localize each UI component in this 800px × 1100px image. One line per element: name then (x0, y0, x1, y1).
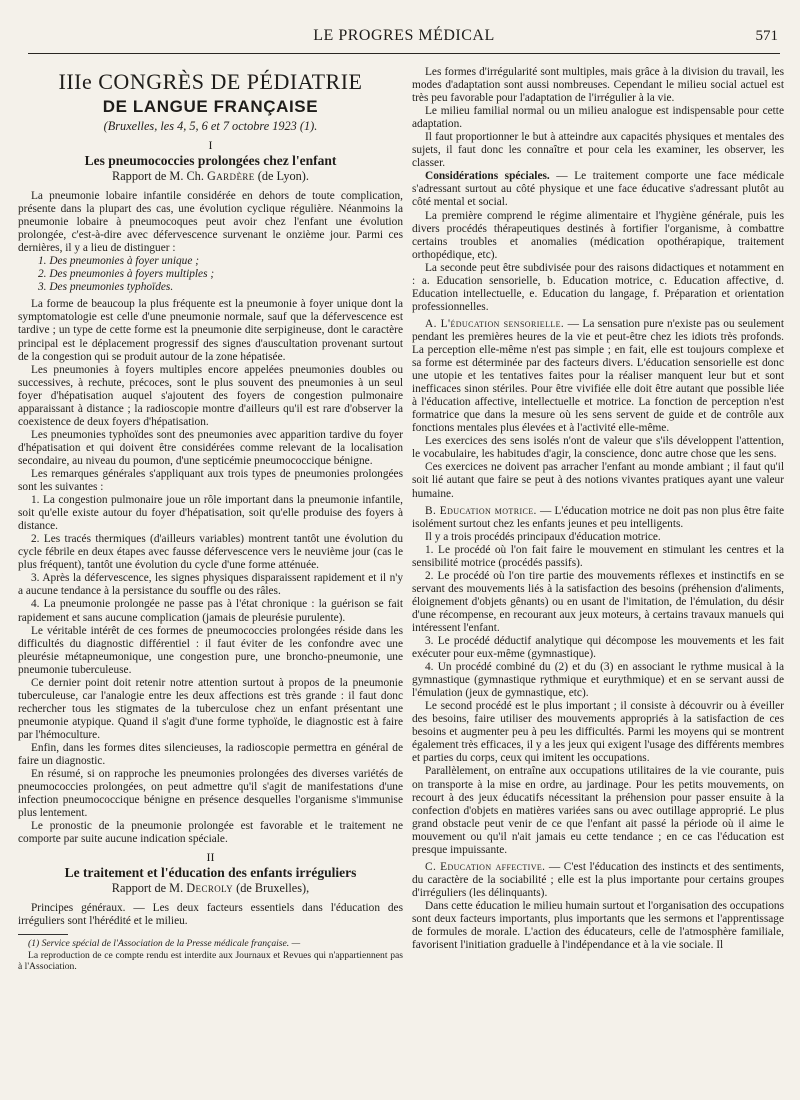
left-column (18, 66, 403, 972)
paragraph-text: — La sensation pure n'existe pas ou seulement pendant les premières heures de la vie et peut-être chez les idiots très profonds. La perception elle-même n'est pas simple ; en fait, elle est toujours complexe et sa forme est déterminée par des facteurs divers. L'éducation sensorielle est donc une utopie et les tentatives faites pour la réaliser manquent leur but et sont inefficaces sinon stériles. Pour être vivifiée elle doit être autant que possible liée à l'éducation affective, intellectuelle et motrice. La fonction de perception n'est formatrice que dans la mesure où les sens servent de guide et de contrôle aux fonctions mentales plus élevées et à l'activité elle-même. (412, 317, 784, 435)
paragraph: Les remarques générales s'appliquant aux trois types de pneumonies prolongées sont les suivantes : (18, 467, 403, 494)
paragraph: Les pneumonies à foyers multiples encore appelées pneumonies doubles ou successives, à rechute, précoces, sont le plus souvent des pneumonies à un seul foyer d'hépatisation auquel s'ajoutent des foyers de congestion pulmonaire apparaissant à distance ; la radioscopie montre d'ailleurs qu'il est rare d'observer la coexistence de deux foyers d'hépatisation. (18, 363, 403, 428)
paragraph: 3. Après la défervescence, les signes physiques disparaissent rapidement et il n'y a aucune tendance à la persistance du souffle ou des râles. (18, 572, 403, 598)
paragraph (412, 505, 784, 531)
paragraph: Ce dernier point doit retenir notre attention surtout à propos de la pneumonie tuberculeuse, car l'analogie entre les deux affections est très grande : il faut donc rechercher tous les stigmates de la tuberculose chez un enfant présentant une pneumonie atypique. Quand il s'agit d'une forme typhoïde, le diagnostic est à faire par l'hémoculture. (18, 676, 403, 741)
list-item: 1. Des pneumonies à foyer unique ; (38, 255, 199, 268)
journal-title: LE PROGRES MÉDICAL (313, 27, 495, 44)
author-name: Decroly (186, 881, 234, 896)
paragraph (412, 170, 784, 209)
subsection-label: B. Education motrice. (425, 504, 537, 517)
paragraph-text: — C'est l'éducation des instincts et des sentiments, du caractère de la sociabilité ; elle est la plus importante pour certains groupes d'irréguliers (les délinquants). (412, 860, 784, 899)
footnote-line: (1) Service spécial de l'Association de la Presse médicale française. — (28, 938, 301, 950)
paragraph: 1. Le procédé où l'on fait faire le mouvement en stimulant les centres et la sensibilité motrice (procédés passifs). (412, 543, 784, 569)
paragraph: La pneumonie lobaire infantile considérée en dehors de toute complication, présente dans la plupart des cas, une évolution cyclique régulière. Néanmoins la pneumonie lobaire à pneumocoques peut avoir chez l'enfant une évolution prolongée, c'est-à-dire avec défervescence survenant le onzième jour. Parmi ces dernières, il y a lieu de distinguer : (18, 190, 403, 255)
footnote-rule (18, 934, 68, 935)
paragraph: Dans cette éducation le milieu humain surtout et l'organisation des occupations sont deux facteurs importants, plus importants que les sermons et l'apprentissage de formules de morale. L'action des éducateurs, celle de l'atmosphère familiale, favorisent l'initiation graduelle à l'indépendance et à la vie sociale. Il (412, 899, 784, 952)
paragraph: Il y a trois procédés principaux d'éducation motrice. (425, 530, 661, 543)
paragraph-text: — Le traitement comporte une face médicale s'adressant surtout au côté physique et une face éducative s'adressant plutôt au côté mental et social. (412, 170, 784, 209)
conference-title: IIIe CONGRÈS DE PÉDIATRIE (58, 69, 363, 94)
report-prefix: Rapport de M. Ch. (112, 169, 207, 183)
page-number: 571 (755, 28, 778, 44)
paragraph: Parallèlement, on entraîne aux occupations utilitaires de la vie courante, puis on transporte à la mise en ordre, au jardinage. Pour les petits mouvements, on recourt à des jeux éducatifs nécessitant la préhension pour passer ensuite à la confection d'objets en matières variées sans ou avec outillage approprié. Le plus grand obstacle peut venir de ce que l'enfant ait passé la période où il aime le mouvement ou qu'il n'ait jamais eu cette tendance ; en ce cas l'éducation est presque impuissante. (412, 765, 784, 856)
report-author (18, 881, 403, 896)
paragraph: 2. Les tracés thermiques (d'ailleurs variables) montrent tantôt une évolution du cycle fébrile en deux étapes avec fausse défervescence vers le neuvième jour (cas le plus fréquent), tantôt une évolution du cycle d'une forme atténuée. (18, 533, 403, 572)
footnote-line: La reproduction de ce compte rendu est interdite aux Journaux et Revues qui n'appartiennent pas à l'Association. (18, 949, 403, 972)
paragraph: Les pneumonies typhoïdes sont des pneumonies avec apparition tardive du foyer d'hépatisation et qui doivent être considérées comme relevant de la localisation secondaire, au niveau du poumon, d'une septicémie pneumococcique bénigne. (18, 428, 403, 467)
paragraph: Le véritable intérêt de ces formes de pneumococcies prolongées réside dans les difficultés du diagnostic différentiel : il faut éviter de les confondre avec une pleurésie métapneumonique, une congestion pure, une broncho-pneumonie, une pneumonie tuberculeuse. (18, 624, 403, 676)
paragraph: Le second procédé est le plus important ; il consiste à découvrir ou à éveiller des besoins, faire utiliser des mouvements appropriés à la satisfaction de ces besoins et augmenter peu à peu les difficultés. Parmi les moyens qui se montrent également très efficaces, il y a les jeux qui exigent l'usage des différents membres et parties du corps, ceux qui imitent les occupations. (412, 700, 784, 765)
paragraph: 3. Le procédé déductif analytique qui décompose les mouvements et les fait exécuter pour eux-même (gymnastique). (412, 635, 784, 661)
paragraph: 1. La congestion pulmonaire joue un rôle important dans la pneumonie infantile, soit qu'elle existe autour du foyer d'hépatisation, soit qu'elle produise des foyers à distance. (18, 494, 403, 533)
subsection-label: A. L'éducation sensorielle. (425, 317, 565, 330)
paragraph: Enfin, dans les formes dites silencieuses, la radioscopie permettra en général de faire un diagnostic. (18, 741, 403, 768)
section-number: II (206, 850, 215, 865)
report-prefix: Rapport de M. (111, 881, 187, 896)
author-name: Gardère (206, 169, 255, 183)
paragraph: 4. Un procédé combiné du (2) et du (3) en associant le rythme musical à la gymnastique (gymnastique rythmique et eurythmique) et en se servant aussi de l'émulation (jeux de gymnastique, etc). (412, 661, 784, 700)
section-title: Le traitement et l'éducation des enfants irréguliers (64, 865, 357, 881)
paragraph: Les formes d'irrégularité sont multiples, mais grâce à la division du travail, les modes d'adaptation sont aussi nombreuses. Cependant le milieu social actuel est très peu favorable pour l'adaptation de l'irrégulier à la vie. (412, 66, 784, 105)
right-column (412, 66, 784, 952)
paragraph: La première comprend le régime alimentaire et l'hygiène générale, puis les divers procédés thérapeutiques destinés à fortifier l'organisme, à combattre certains troubles et anomalies (médication opothérapique, traitement orthopédique, etc). (412, 209, 784, 261)
paragraph: Le milieu familial normal ou un milieu analogue est indispensable pour cette adaptation. (412, 105, 784, 131)
section-title: Les pneumococcies prolongées chez l'enfant (84, 153, 337, 168)
paragraph: La seconde peut être subdivisée pour des raisons didactiques et notamment en : a. Education sensorielle, b. Education motrice, c. Education affective, d. Education intellectuelle, e. Education du langage, f. Préparation et orientation professionnelles. (412, 261, 784, 313)
report-suffix: (de Bruxelles), (233, 881, 310, 896)
paragraph: Ces exercices ne doivent pas arracher l'enfant au monde ambiant ; il faut qu'il soit lié autant que faire se peut à des notions vivantes pratiques ayant une valeur humaine. (412, 461, 784, 500)
paragraph: 2. Le procédé où l'on tire partie des mouvements réflexes et instinctifs en se servant des mouvements liés à la satisfaction des besoins (préhension d'aliments, éloignement d'objets gênants) ou en usant de l'imitation, de l'émulation, du désir d'une récompense, en recourant aux jeux moteurs, à certains travaux manuels qui intéressent l'enfant. (412, 569, 784, 634)
paragraph: La forme de beaucoup la plus fréquente est la pneumonie à foyer unique dont la symptomatologie est celle d'une pneumonie normale, sauf que la défervescence est tardive ; un type de cette forme est la pneumonie dite serpigineuse, dont le caractère principal est le déplacement progressif des signes d'auscultation provenant surtout de la congestion qui se produit autour de la zone hépatisée. (18, 298, 403, 363)
paragraph: 4. La pneumonie prolongée ne passe pas à l'état chronique : la guérison se fait rapidement et sans aucune complication (jamais de pleurésie purulente). (18, 598, 403, 624)
subsection-label: C. Education affective. (425, 860, 546, 873)
pneumonia-types-list (18, 255, 403, 294)
paragraph (412, 861, 784, 900)
page-header (28, 27, 780, 54)
conference-dates: (Bruxelles, les 4, 5, 6 et 7 octobre 1923 (1). (103, 119, 318, 133)
paragraph-text: — L'éducation motrice ne doit pas non plus être faite isolément surtout chez les enfants jeunes et peu intelligents. (412, 504, 784, 530)
paragraph: Il faut proportionner le but à atteindre aux capacités physiques et mentales des sujets, il faut donc les connaître et pour cela les examiner, les observer, les classer. (412, 131, 784, 170)
section-number: I (208, 138, 213, 152)
subsection-label: Considérations spéciales. (425, 170, 550, 183)
list-item: 2. Des pneumonies à foyers multiples ; (38, 268, 215, 281)
paragraph (412, 318, 784, 435)
report-suffix: (de Lyon). (254, 169, 309, 183)
paragraph: En résumé, si on rapproche les pneumonies prolongées des diverses variétés de pneumococcies prolongées, on peut admettre qu'il s'agit de manifestations d'une infection pneumococcique bénigne en présence desquelles l'organisme s'immunise plus lentement. (18, 768, 403, 820)
paragraph: Le pronostic de la pneumonie prolongée est favorable et le traitement ne comporte par suite aucune indication spéciale. (18, 820, 403, 846)
list-item: 3. Des pneumonies typhoïdes. (38, 281, 174, 294)
report-author (18, 169, 403, 184)
footnote (18, 938, 403, 972)
paragraph: Principes généraux. — Les deux facteurs essentiels dans l'éducation des irréguliers sont l'hérédité et le milieu. (18, 902, 403, 928)
paragraph: Les exercices des sens isolés n'ont de valeur que s'ils développent l'attention, le vocabulaire, les habitudes d'agir, la conscience, donc autre chose que les sens. (412, 435, 784, 461)
conference-subtitle: DE LANGUE FRANÇAISE (102, 97, 319, 116)
